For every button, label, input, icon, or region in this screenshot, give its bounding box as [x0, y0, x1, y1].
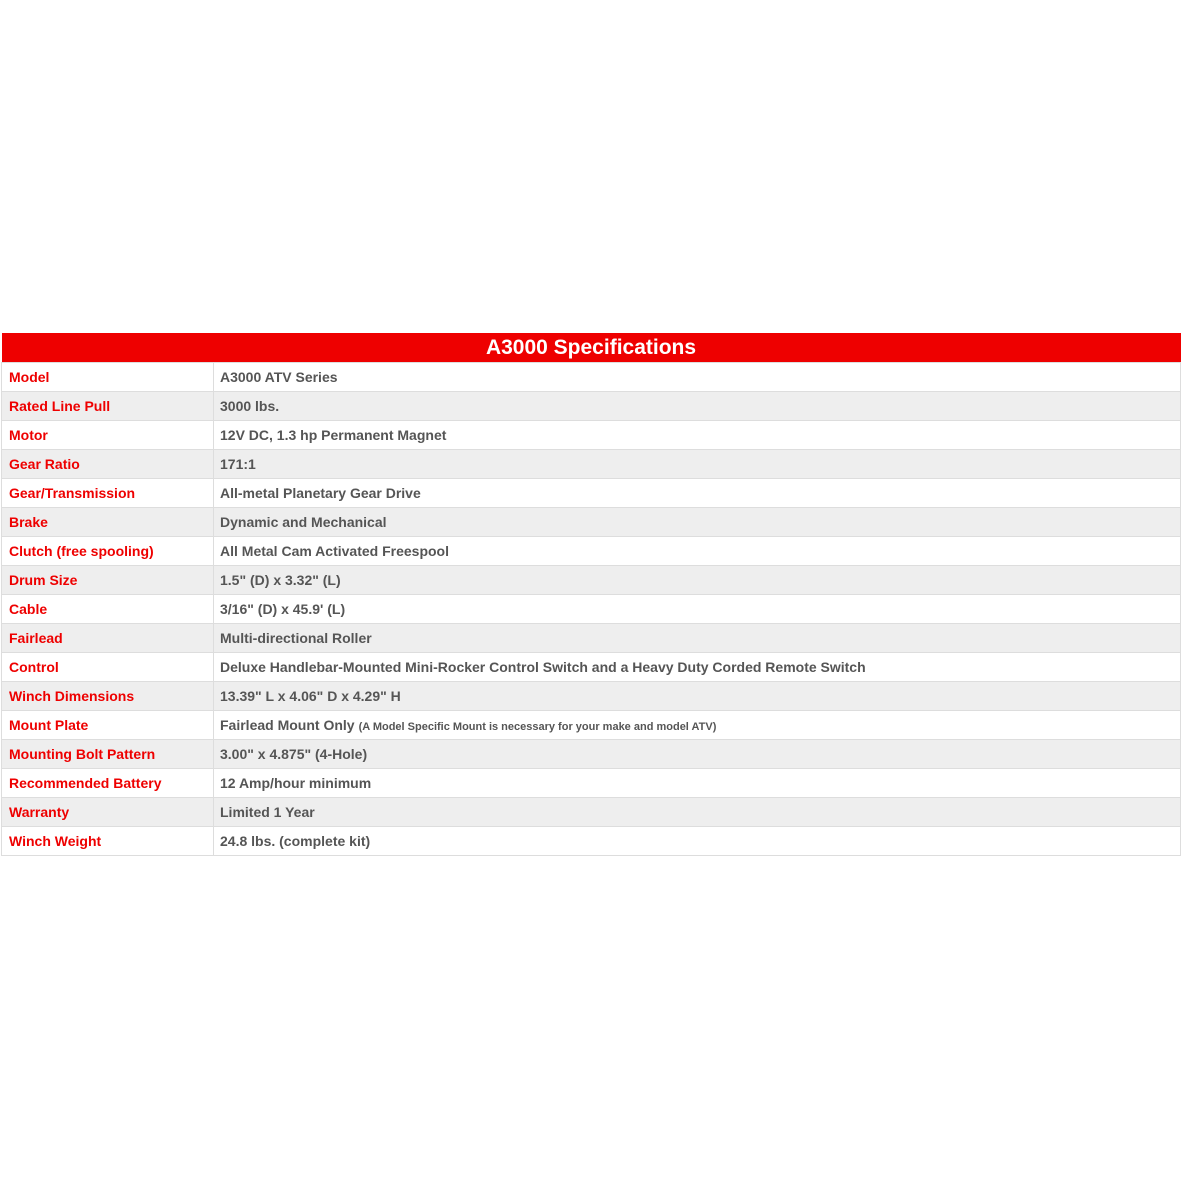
spec-value: 3000 lbs. — [214, 392, 1181, 421]
spec-label: Cable — [2, 595, 214, 624]
spec-row-mounting-bolt-pattern — [2, 740, 1181, 769]
spec-row-mount-plate — [2, 711, 1181, 740]
spec-value: 3.00" x 4.875" (4-Hole) — [214, 740, 1181, 769]
spec-label: Warranty — [2, 798, 214, 827]
spec-row-drum-size — [2, 566, 1181, 595]
specifications-section — [1, 333, 1181, 856]
spec-value: 1.5" (D) x 3.32" (L) — [214, 566, 1181, 595]
spec-label: Drum Size — [2, 566, 214, 595]
spec-value: 3/16" (D) x 45.9' (L) — [214, 595, 1181, 624]
spec-value: 13.39" L x 4.06" D x 4.29" H — [214, 682, 1181, 711]
spec-value: Deluxe Handlebar-Mounted Mini-Rocker Control Switch and a Heavy Duty Corded Remote Switch — [214, 653, 1181, 682]
spec-value: All Metal Cam Activated Freespool — [214, 537, 1181, 566]
spec-label: Gear Ratio — [2, 450, 214, 479]
spec-label: Winch Dimensions — [2, 682, 214, 711]
spec-value: 12V DC, 1.3 hp Permanent Magnet — [214, 421, 1181, 450]
spec-label: Mounting Bolt Pattern — [2, 740, 214, 769]
spec-row-clutch — [2, 537, 1181, 566]
spec-value: A3000 ATV Series — [214, 363, 1181, 392]
spec-value: All-metal Planetary Gear Drive — [214, 479, 1181, 508]
spec-label: Mount Plate — [2, 711, 214, 740]
spec-value: Multi-directional Roller — [214, 624, 1181, 653]
spec-row-recommended-battery — [2, 769, 1181, 798]
table-title: A3000 Specifications — [2, 333, 1181, 363]
spec-value: 171:1 — [214, 450, 1181, 479]
spec-row-brake — [2, 508, 1181, 537]
spec-value: Dynamic and Mechanical — [214, 508, 1181, 537]
spec-value: 12 Amp/hour minimum — [214, 769, 1181, 798]
spec-value: 24.8 lbs. (complete kit) — [214, 827, 1181, 856]
spec-row-gear-ratio — [2, 450, 1181, 479]
spec-row-model — [2, 363, 1181, 392]
spec-row-motor — [2, 421, 1181, 450]
spec-label: Clutch (free spooling) — [2, 537, 214, 566]
spec-label: Gear/Transmission — [2, 479, 214, 508]
spec-row-warranty — [2, 798, 1181, 827]
spec-row-fairlead — [2, 624, 1181, 653]
table-header-row — [2, 333, 1181, 363]
spec-value — [214, 711, 1181, 740]
spec-row-cable — [2, 595, 1181, 624]
spec-label: Model — [2, 363, 214, 392]
spec-row-gear-transmission — [2, 479, 1181, 508]
spec-row-winch-dimensions — [2, 682, 1181, 711]
spec-value-note: (A Model Specific Mount is necessary for your make and model ATV) — [358, 721, 717, 733]
spec-label: Winch Weight — [2, 827, 214, 856]
spec-label: Brake — [2, 508, 214, 537]
spec-value: Limited 1 Year — [214, 798, 1181, 827]
spec-label: Control — [2, 653, 214, 682]
spec-label: Rated Line Pull — [2, 392, 214, 421]
spec-value-main: Fairlead Mount Only — [220, 717, 355, 733]
spec-row-rated-line-pull — [2, 392, 1181, 421]
spec-row-winch-weight — [2, 827, 1181, 856]
spec-label: Recommended Battery — [2, 769, 214, 798]
spec-label: Fairlead — [2, 624, 214, 653]
specifications-table — [1, 333, 1181, 856]
spec-label: Motor — [2, 421, 214, 450]
spec-row-control — [2, 653, 1181, 682]
